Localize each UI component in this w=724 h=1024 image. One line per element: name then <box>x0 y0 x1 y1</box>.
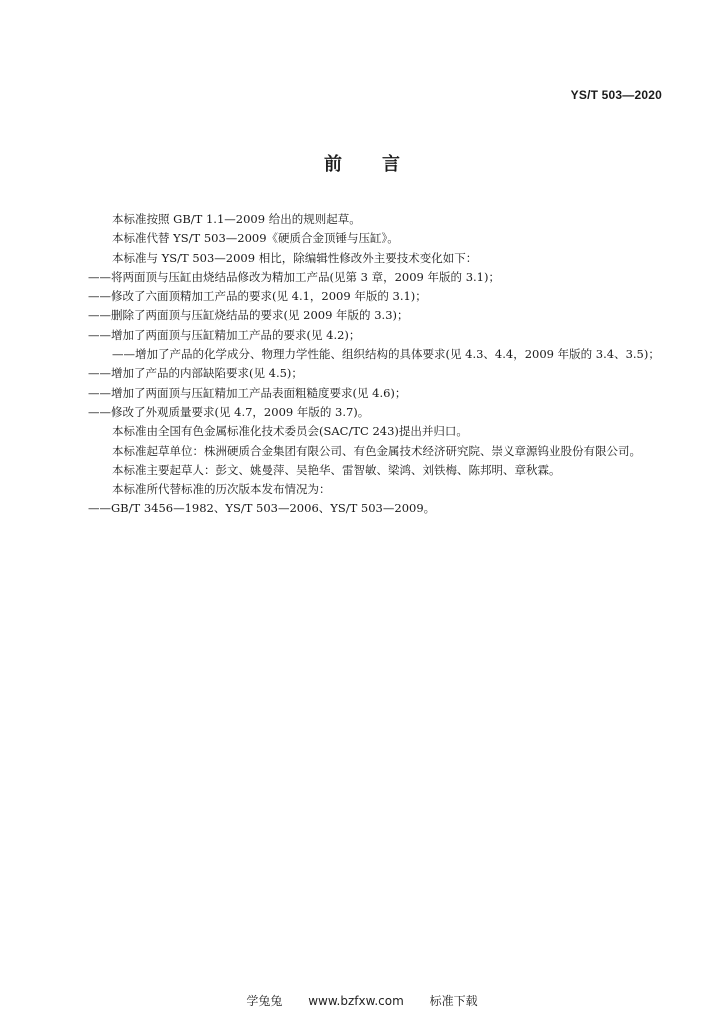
standard-code: YS/T 503—2020 <box>570 88 662 102</box>
paragraph-proposer: 本标准由全国有色金属标准化技术委员会(SAC/TC 243)提出并归口。 <box>112 424 468 439</box>
footer-site-tagline: 标准下载 <box>429 994 478 1008</box>
change-item-6: ——增加了产品的内部缺陷要求(见 4.5)； <box>88 366 303 381</box>
footer-site-name: 学兔兔 <box>246 994 283 1008</box>
paragraph-drafting-units: 本标准起草单位：株洲硬质合金集团有限公司、有色金属技术经济研究院、崇义章源钨业股份有限公司。 <box>112 443 641 458</box>
paragraph-drafters: 本标准主要起草人：彭文、姚曼萍、吴艳华、雷智敏、梁鸿、刘铁梅、陈邦明、章秋霖。 <box>112 462 561 477</box>
history-item: ——GB/T 3456—1982、YS/T 503—2006、YS/T 503—2009。 <box>88 501 436 516</box>
change-item-1: ——将两面顶与压缸由烧结品修改为精加工产品(见第 3 章，2009 年版的 3.1)； <box>88 269 500 284</box>
paragraph-drafting-rules: 本标准按照 GB/T 1.1—2009 给出的规则起草。 <box>112 212 361 226</box>
change-item-8: ——修改了外观质量要求(见 4.7，2009 年版的 3.7)。 <box>88 404 370 419</box>
change-item-4: ——增加了两面顶与压缸精加工产品的要求(见 4.2)； <box>88 327 361 342</box>
foreword-body <box>88 210 670 519</box>
change-item-5: ——增加了产品的化学成分、物理力学性能、组织结构的具体要求(见 4.3、4.4，2009 年版的 3.4、3.5)； <box>112 347 660 362</box>
change-item-7: ——增加了两面顶与压缸精加工产品表面粗糙度要求(见 4.6)； <box>88 385 407 400</box>
footer-site-url[interactable]: www.bzfxw.com <box>308 994 404 1008</box>
paragraph-changes-intro: 本标准与 YS/T 503—2009 相比，除编辑性修改外主要技术变化如下： <box>112 250 478 265</box>
change-item-2: ——修改了六面顶精加工产品的要求(见 4.1，2009 年版的 3.1)； <box>88 289 427 304</box>
paragraph-replaces: 本标准代替 YS/T 503—2009《硬质合金顶锤与压缸》。 <box>112 231 399 246</box>
change-item-3: ——删除了两面顶与压缸烧结品的要求(见 2009 年版的 3.3)； <box>88 308 409 323</box>
paragraph-history-intro: 本标准所代替标准的历次版本发布情况为： <box>112 482 331 497</box>
page-title: 前言 <box>324 154 440 175</box>
footer-watermark <box>0 992 724 1009</box>
